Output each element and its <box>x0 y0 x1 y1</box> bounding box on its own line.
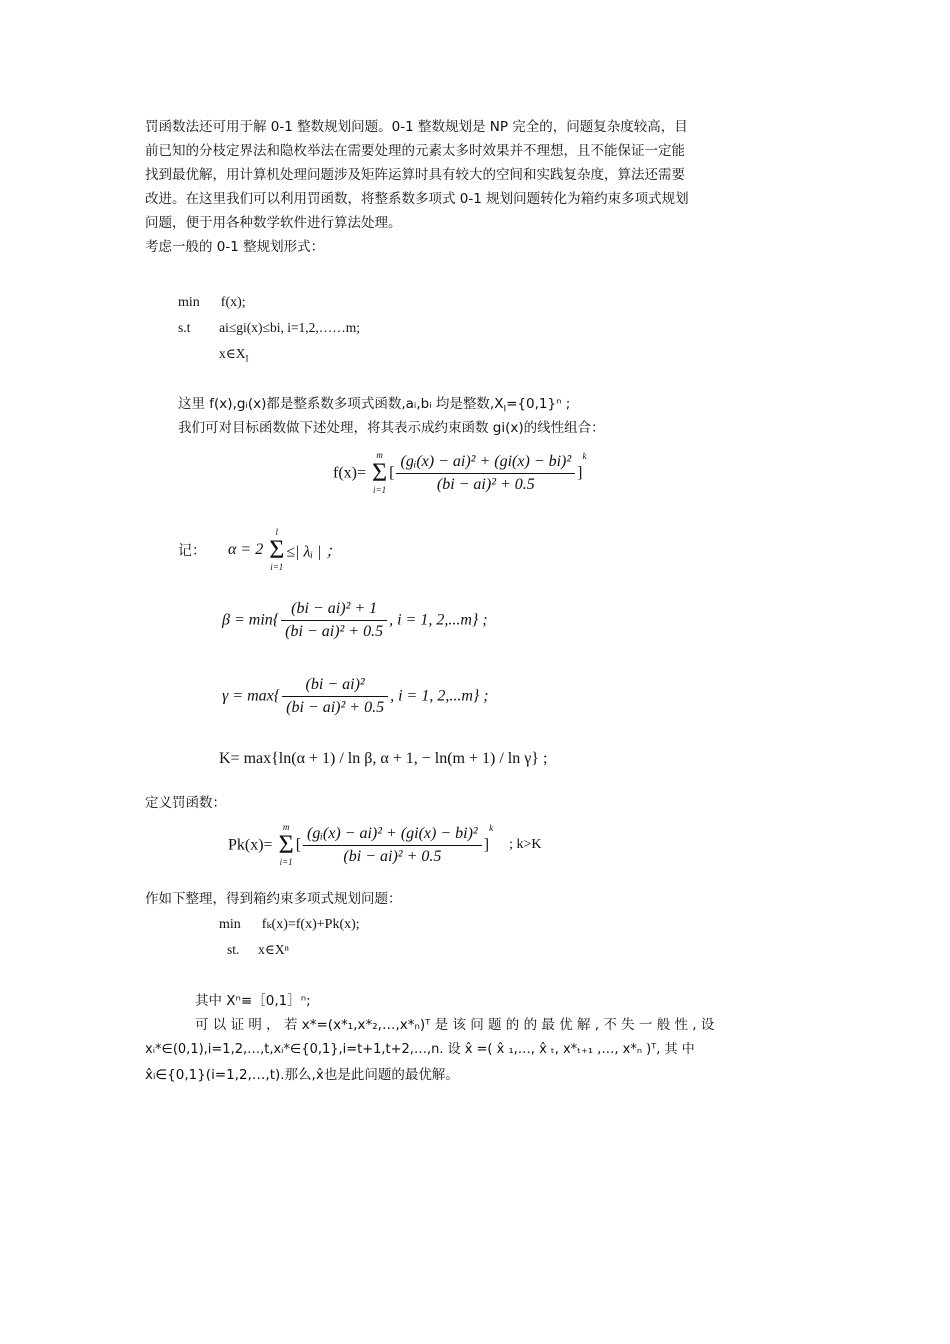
min-label: min <box>178 295 200 310</box>
beta-lhs: β = min{ <box>222 611 280 629</box>
intro-line: 找到最优解，用计算机处理问题涉及矩阵运算时具有较大的空间和实践复杂度，算法还需要 <box>145 167 685 183</box>
pk-denominator: (bi − ai)² + 0.5 <box>343 847 442 865</box>
box-st-label: st. <box>227 942 240 957</box>
sum-upper: m <box>282 822 290 833</box>
explain-line-2 <box>178 416 605 440</box>
intro-line: 前已知的分枝定界法和隐枚举法在需要处理的元素太多时效果并不理想，且不能保证一定能 <box>145 143 685 159</box>
objective-expr: f(x); <box>220 295 246 310</box>
K-definition <box>219 750 547 768</box>
box-st-expr: x∈Xⁿ <box>258 942 289 957</box>
pk-fraction <box>303 825 482 866</box>
gamma-lhs: γ = max{ <box>222 687 281 705</box>
gamma-definition <box>222 676 489 717</box>
explain-subscript: I <box>503 404 507 415</box>
alpha-definition <box>178 528 341 572</box>
summation-symbol: m Σ i=1 <box>372 450 388 496</box>
f-lhs: f(x)= <box>333 464 367 482</box>
f-numerator: (gᵢ(x) − ai)² + (gi(x) − bi)² <box>396 453 575 474</box>
box-min-label: min <box>219 917 241 932</box>
penalty-label: 定义罚函数： <box>145 795 226 811</box>
pk-equation: Pk(x)= m Σ i=1 [ $\frac{\text{(gᵢ(x) − ai)² + (gi(x) − bi)²}}{\text{(bi − ai)² + 0.5}}$ ]$^k$ ; k>K <box>228 822 542 868</box>
intro-paragraph <box>145 115 810 259</box>
constraint-2-subscript: I <box>245 353 249 364</box>
gamma-fraction <box>282 676 388 717</box>
intro-line: 问题，便于用各种数学软件进行算法处理。 <box>145 215 402 231</box>
summation-symbol: m Σ i=1 <box>278 822 294 868</box>
beta-fraction <box>281 600 387 641</box>
summation-symbol: l Σ i=1 <box>269 527 285 572</box>
K-expr: K= max{ln(α + 1) / ln β, α + 1, − ln(m + 1) / ln γ} ; <box>219 750 548 767</box>
beta-numerator: (bi − ai)² + 1 <box>281 600 387 621</box>
constraint-1: ai≤gi(x)≤bi, i=1,2,……m; <box>219 320 361 335</box>
pk-numerator: (gᵢ(x) − ai)² + (gi(x) − bi)² <box>303 825 482 846</box>
problem-st-row <box>178 316 360 340</box>
beta-definition <box>222 600 488 641</box>
box-min-row <box>219 913 360 937</box>
gamma-tail: , i = 1, 2,...m} ; <box>390 687 489 705</box>
intro-line: 罚函数法还可用于解 0-1 整数规划问题。0-1 整数规划是 NP 完全的，问题复杂度较高，目 <box>145 119 688 135</box>
explain-text: 这里 f(x),gᵢ(x)都是整系数多项式函数,aᵢ,bᵢ 均是整数,X <box>178 396 504 412</box>
problem-min-row <box>178 291 246 315</box>
gamma-numerator: (bi − ai)² <box>282 676 388 697</box>
intro-line: 改进。在这里我们可以利用罚函数，将整系数多项式 0-1 规划问题转化为箱约束多项式规划 <box>145 191 689 207</box>
tail-line-2: 可 以 证 明 ， 若 x*=(x*₁,x*₂,…,x*ₙ)ᵀ 是 该 问 题 的 的 最 优 解 , 不 失 一 般 性 , 设 <box>195 1017 715 1033</box>
alpha-body: ≤| λᵢ | ； <box>286 543 342 561</box>
pk-lhs: Pk(x)= <box>228 836 273 854</box>
tail-line-1: 其中 Xⁿ≡［0,1］ⁿ; <box>195 993 311 1009</box>
pk-condition: ; k>K <box>509 837 542 853</box>
sum-upper: l <box>275 527 279 537</box>
explain-text-2: 我们可对目标函数做下述处理，将其表示成约束函数 gi(x)的线性组合： <box>178 420 605 436</box>
sum-lower: i=1 <box>270 562 284 572</box>
gamma-denominator: (bi − ai)² + 0.5 <box>286 699 385 716</box>
explain-tail: ={0,1}ⁿ ; <box>506 396 571 412</box>
sum-lower: i=1 <box>279 857 293 868</box>
beta-tail: , i = 1, 2,...m} ; <box>389 611 488 629</box>
alpha-label: 记： <box>178 543 206 559</box>
pk-power: k <box>489 823 494 833</box>
tail-line-3: xᵢ*∈(0,1),i=1,2,…,t,xᵢ*∈{0,1},i=t+1,t+2,…,n. 设 x̂ =( x̂ ₁,…, x̂ ₜ, x*ₜ₊₁ ,…, x*ₙ )ᵀ, 其 中 <box>145 1042 695 1057</box>
box-intro: 作如下整理，得到箱约束多项式规划问题： <box>145 891 402 907</box>
tail-line-4: x̂ᵢ∈{0,1}(i=1,2,…,t).那么,x̂也是此问题的最优解。 <box>145 1067 459 1083</box>
alpha-lhs: α = 2 <box>228 541 264 558</box>
f-fraction <box>396 453 575 494</box>
intro-line: 考虑一般的 0-1 整规划形式： <box>145 239 325 255</box>
problem-domain-row <box>219 342 249 371</box>
f-equation: f(x)= m Σ i=1 [ $\frac{\text{(gᵢ(x) − ai)² + (gi(x) − bi)²}}{\text{(bi − ai)² + 0.5}}$ ]$^k$ <box>333 450 587 496</box>
constraint-2: x∈X <box>219 346 246 361</box>
st-label: s.t <box>178 320 191 335</box>
sum-upper: m <box>376 450 383 461</box>
f-power: k <box>582 451 587 461</box>
beta-denominator: (bi − ai)² + 0.5 <box>285 623 384 640</box>
box-st-row <box>227 938 289 962</box>
sum-lower: i=1 <box>373 485 387 496</box>
box-objective: fₖ(x)=f(x)+Pk(x); <box>261 917 360 932</box>
f-denominator: (bi − ai)² + 0.5 <box>436 475 535 493</box>
